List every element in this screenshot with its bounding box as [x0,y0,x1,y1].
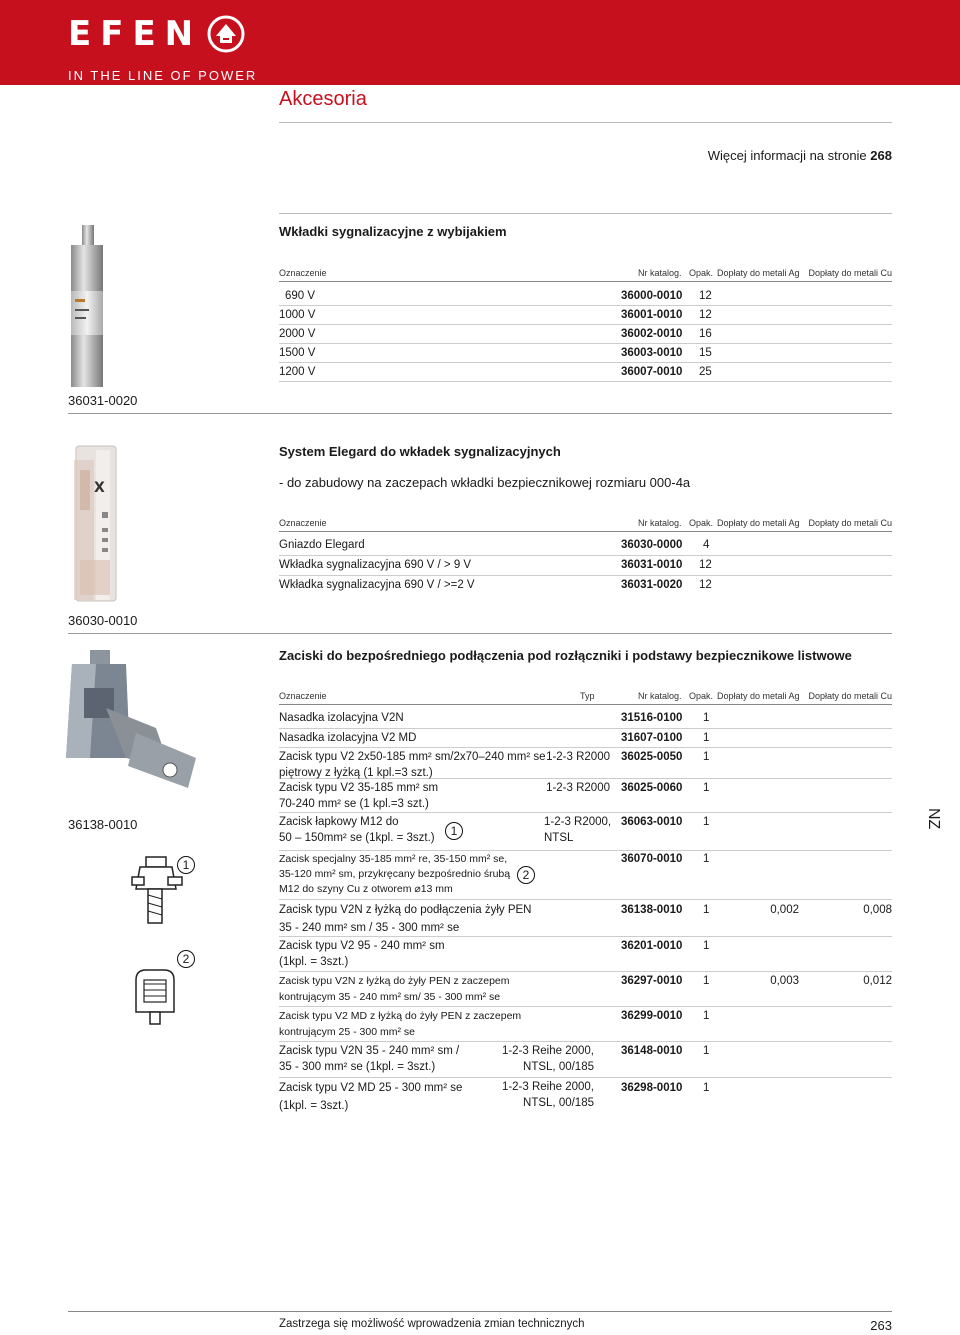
cell-name [279,1043,459,1075]
cell-name-line1: Zacisk typu V2N z łyżką do żyły PEN z zaczepem [279,975,510,987]
more-info-text: Więcej informacji na stronie [707,148,867,163]
table-row [279,729,892,748]
efen-logo [68,14,246,54]
table-row [279,306,892,325]
cell-nr: 31516-0100 [621,712,683,724]
cell-nr: 36000-0010 [621,290,683,302]
cell-opak: 1 [703,732,710,744]
cell-name [279,1008,521,1040]
image-caption: 36138-0010 [68,817,138,832]
cell-name-line1: Zacisk typu V2N 35 - 240 mm² sm / [279,1045,460,1057]
cell-opak: 1 [703,975,710,987]
more-info-page: 268 [870,148,892,163]
cell-name [279,901,531,937]
cell-opak: 25 [699,366,712,378]
col-opak: Opak. [689,518,714,528]
cell-nr: 36025-0060 [621,782,683,794]
footer-note: Zastrzega się możliwość wprowadzenia zmian technicznych [279,1318,585,1330]
cell-opak: 1 [703,853,710,865]
efen-logo-icon [206,14,246,54]
col-oznaczenie: Oznaczenie [279,518,327,528]
section-subtitle: - do zabudowy na zaczepach wkładki bezpiecznikowej rozmiaru 000-4a [279,475,691,490]
cell-name [279,973,510,1005]
cell-nr: 36138-0010 [621,904,683,916]
cell-opak: 1 [703,751,710,763]
table-row [279,287,892,306]
cell-nr: 36030-0000 [621,539,683,551]
cell-opak: 1 [703,940,710,952]
col-nr: Nr katalog. [638,691,682,701]
cell-name-line2: 70-240 mm² se (1 kpl.=3 szt.) [279,798,429,810]
cell-opak: 1 [703,904,710,916]
cell-nr: 36001-0010 [621,309,683,321]
clamp-2-drawing [130,966,180,1026]
table-row [279,1078,892,1118]
table-header [279,268,892,282]
divider [68,413,892,414]
table-row [279,748,892,779]
table-row [279,779,892,813]
table-row [279,576,892,596]
cell-nr: 36148-0010 [621,1045,683,1057]
col-ag: Dopłaty do metali Ag [717,268,800,278]
cell-name: Wkładka sygnalizacyjna 690 V / >=2 V [279,579,475,591]
cell-typ-line2: NTSL, 00/185 [523,1061,594,1073]
cell-name [279,852,510,897]
fuse-image [62,225,112,390]
col-opak: Opak. [689,268,714,278]
col-ag: Dopłaty do metali Ag [717,518,800,528]
footer-divider [68,1311,892,1312]
cell-opak: 12 [699,290,712,302]
cell-name: Nasadka izolacyjna V2 MD [279,732,417,744]
marker-1: 1 [177,856,195,874]
cell-name: Gniazdo Elegard [279,539,365,551]
cell-opak: 12 [699,309,712,321]
col-oznaczenie: Oznaczenie [279,268,327,278]
table-row [279,851,892,900]
cell-typ: 1-2-3 R2000 [546,782,610,794]
cell-ag: 0,002 [770,904,799,916]
cell-opak: 1 [703,816,710,828]
cell-opak: 15 [699,347,712,359]
cell-nr: 36298-0010 [621,1082,683,1094]
cell-nr: 36003-0010 [621,347,683,359]
cell-nr: 36070-0010 [621,853,683,865]
table-row [279,344,892,363]
section-title-zaciski: Zaciski do bezpośredniego podłączenia pod rozłączniki i podstawy bezpiecznikowe listwowe [279,648,852,663]
cell-name-line2: (1kpl. = 3szt.) [279,1100,349,1112]
col-cu: Dopłaty do metali Cu [808,268,892,278]
cell-typ-line2: NTSL [544,832,574,844]
divider [279,122,892,123]
cell-nr: 36297-0010 [621,975,683,987]
cell-typ-line2: NTSL, 00/185 [523,1097,594,1109]
cell-typ [502,1079,594,1111]
page-title: Akcesoria [279,88,367,110]
marker-2: 2 [177,950,195,968]
col-oznaczenie: Oznaczenie [279,691,327,701]
table-row [279,536,892,556]
col-nr: Nr katalog. [638,268,682,278]
cell-name: 1200 V [279,366,316,378]
cell-name-line2: 50 – 150mm² se (1kpl. = 3szt.) [279,832,435,844]
cell-name-line2: kontrującym 25 - 300 mm² se [279,1026,415,1038]
cell-name-line1: Zacisk specjalny 35-185 mm² re, 35-150 mm² se, [279,853,508,865]
cell-typ-line1: 1-2-3 R2000, [544,816,612,828]
table-row [279,813,892,851]
cell-opak: 1 [703,1045,710,1057]
cell-name-line1: Zacisk typu V2 MD z łyżką do żyły PEN z zaczepem [279,1010,522,1022]
cell-typ-line1: 1-2-3 Reihe 2000, [501,1045,594,1057]
table-row [279,1007,892,1042]
cell-nr: 36031-0020 [621,579,683,591]
cell-name [279,780,438,812]
cell-name: Wkładka sygnalizacyjna 690 V / > 9 V [279,559,472,571]
terminal-clamp-image [66,648,206,798]
marker-1: 1 [445,822,463,840]
table-row [279,709,892,729]
section-title-elegard: System Elegard do wkładek sygnalizacyjnych [279,444,561,459]
col-ag: Dopłaty do metali Ag [717,691,800,701]
cell-name-line1: Zacisk typu V2 MD 25 - 300 mm² se [279,1082,463,1094]
col-typ: Typ [580,691,595,701]
slogan: IN THE LINE OF POWER [68,68,258,83]
cell-name-line2: 35 - 300 mm² se (1kpl. = 3szt.) [279,1061,436,1073]
cell-name [279,814,435,846]
cell-opak: 1 [703,1010,710,1022]
col-cu: Dopłaty do metali Cu [808,691,892,701]
cell-name: 2000 V [279,328,316,340]
col-cu: Dopłaty do metali Cu [808,518,892,528]
table-row [279,972,892,1007]
table-row [279,900,892,937]
cell-name-line1: Zacisk łapkowy M12 do [279,816,399,828]
cell-name: Nasadka izolacyjna V2N [279,712,404,724]
cell-opak: 16 [699,328,712,340]
cell-opak: 12 [699,559,712,571]
cell-name [279,1079,462,1115]
col-opak: Opak. [689,691,714,701]
cell-typ [544,814,611,846]
marker-2: 2 [517,866,535,884]
cell-name-line1: Zacisk typu V2 95 - 240 mm² sm [279,940,445,952]
cell-nr: 36007-0010 [621,366,683,378]
cell-typ [502,1043,594,1075]
header-banner [0,0,960,85]
table-row [279,1042,892,1078]
table-row [279,363,892,382]
side-label: NZ [925,808,942,830]
cell-name [279,749,546,781]
table-row [279,937,892,972]
cell-nr: 36031-0010 [621,559,683,571]
table-row [279,556,892,576]
cell-nr: 36201-0010 [621,940,683,952]
cell-name-line1: Zacisk typu V2N z łyżką do podłączenia żyły PEN [279,904,532,916]
divider [279,213,892,214]
cell-name-line1: Zacisk typu V2 2x50-185 mm² sm/2x70–240 mm² se [279,751,546,763]
more-info [708,148,892,163]
cell-typ-line1: 1-2-3 Reihe 2000, [501,1081,594,1093]
cell-cu: 0,012 [863,975,892,987]
table-header [279,691,892,705]
cell-name-line2: piętrowy z łyżką (1 kpl.=3 szt.) [279,767,433,779]
cell-nr: 36002-0010 [621,328,683,340]
cell-name-line2: 35-120 mm² sm, przykręcany bezpośrednio śrubą [279,868,511,880]
cell-opak: 4 [703,539,710,551]
cell-name-line1: Zacisk typu V2 35-185 mm² sm [279,782,439,794]
cell-typ: 1-2-3 R2000 [546,751,610,763]
cell-name [279,938,445,970]
cell-opak: 1 [703,1082,710,1094]
cell-nr: 36299-0010 [621,1010,683,1022]
image-caption: 36031-0020 [68,393,138,408]
elegard-holder-image [66,440,132,610]
section-title-wkladki: Wkładki sygnalizacyjne z wybijakiem [279,224,507,239]
cell-nr: 36063-0010 [621,816,683,828]
cell-name: 1000 V [279,309,316,321]
image-caption: 36030-0010 [68,613,138,628]
col-nr: Nr katalog. [638,518,682,528]
cell-opak: 1 [703,782,710,794]
clamp-1-drawing [130,855,185,927]
cell-opak: 12 [699,579,712,591]
cell-nr: 36025-0050 [621,751,683,763]
cell-cu: 0,008 [863,904,892,916]
table-row [279,325,892,344]
cell-opak: 1 [703,712,710,724]
cell-name-line3: M12 do szyny Cu z otworem ⌀13 mm [279,883,453,895]
cell-name-line2: 35 - 240 mm² sm / 35 - 300 mm² se [279,922,460,934]
cell-nr: 31607-0100 [621,732,683,744]
svg-text:X: X [94,480,105,496]
cell-name: 690 V [285,290,316,302]
table-header [279,518,892,532]
cell-name-line2: (1kpl. = 3szt.) [279,956,349,968]
cell-ag: 0,003 [770,975,799,987]
page-number: 263 [870,1318,892,1333]
divider [68,633,892,634]
logo-text: EFEN [68,14,203,54]
cell-name-line2: kontrującym 35 - 240 mm² sm/ 35 - 300 mm² se [279,991,501,1003]
cell-name: 1500 V [279,347,316,359]
